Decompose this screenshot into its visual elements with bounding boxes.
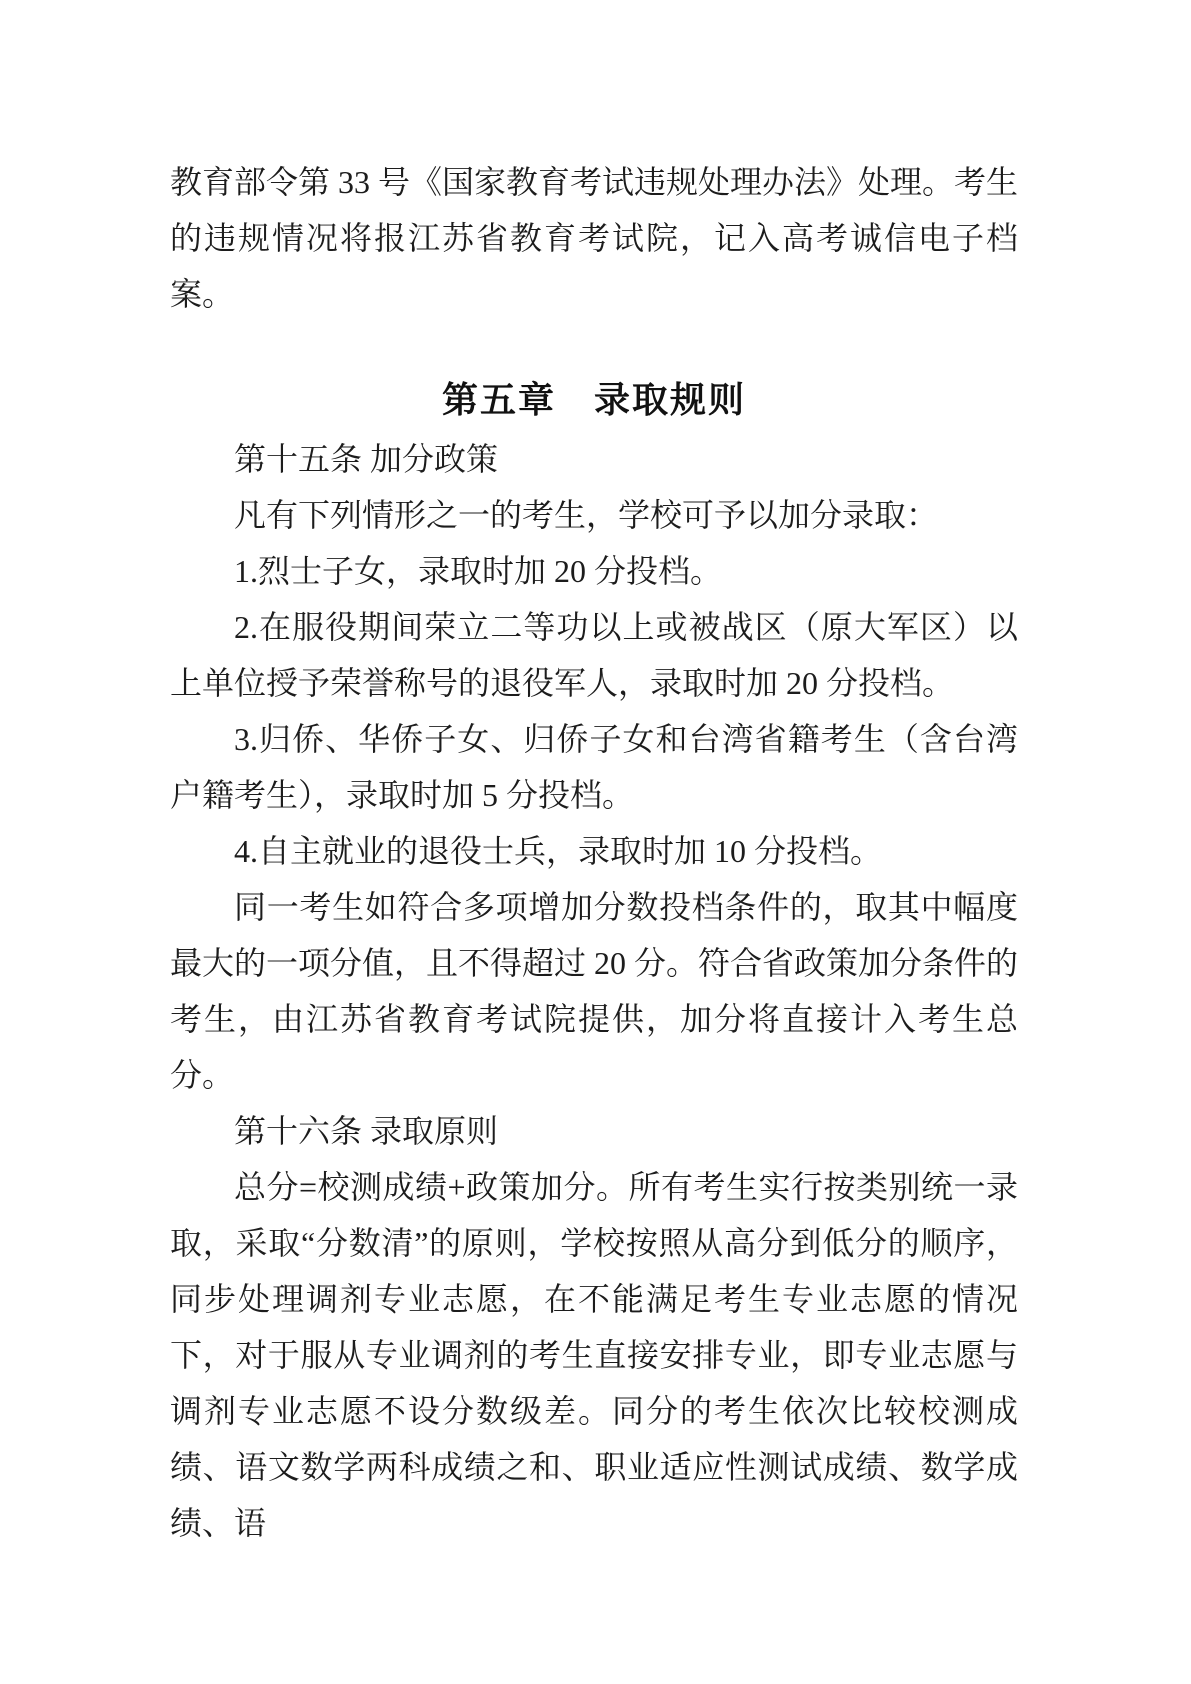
document-content xyxy=(170,154,1018,1551)
paragraph-violation-handling-continuation: 教育部令第 33 号《国家教育考试违规处理办法》处理。考生的违规情况将报江苏省教育考试院，记入高考诚信电子档案。 xyxy=(170,164,1019,312)
article-16-heading: 第十六条 录取原则 xyxy=(234,1113,499,1149)
chapter-heading: 第五章 录取规则 xyxy=(441,379,746,420)
list-item-4-self-employed-veterans: 4.自主就业的退役士兵，录取时加 10 分投档。 xyxy=(234,833,883,869)
list-item-1-martyr-children: 1.烈士子女，录取时加 20 分投档。 xyxy=(234,553,723,589)
list-item-2-veterans-honor: 2.在服役期间荣立二等功以上或被战区（原大军区）以上单位授予荣誉称号的退役军人，录取时加 20 分投档。 xyxy=(170,609,1018,701)
paragraph-bonus-limit-rule: 同一考生如符合多项增加分数投档条件的，取其中幅度最大的一项分值，且不得超过 20 分。符合省政策加分条件的考生，由江苏省教育考试院提供，加分将直接计入考生总分。 xyxy=(170,889,1019,1093)
list-item-3-overseas-chinese: 3.归侨、华侨子女、归侨子女和台湾省籍考生（含台湾户籍考生），录取时加 5 分投档。 xyxy=(170,721,1018,813)
paragraph-admission-principle: 总分=校测成绩+政策加分。所有考生实行按类别统一录取，采取“分数清”的原则，学校按照从高分到低分的顺序，同步处理调剂专业志愿，在不能满足考生专业志愿的情况下，对于服从专业调剂的考生直接安排专业，即专业志愿与调剂专业志愿不设分数级差。同分的考生依次比较校测成绩、语文数学两科成绩之和、职业适应性测试成绩、数学成绩、语 xyxy=(170,1169,1018,1541)
article-15-heading: 第十五条 加分政策 xyxy=(234,441,499,477)
paragraph-bonus-intro: 凡有下列情形之一的考生，学校可予以加分录取： xyxy=(234,497,939,533)
